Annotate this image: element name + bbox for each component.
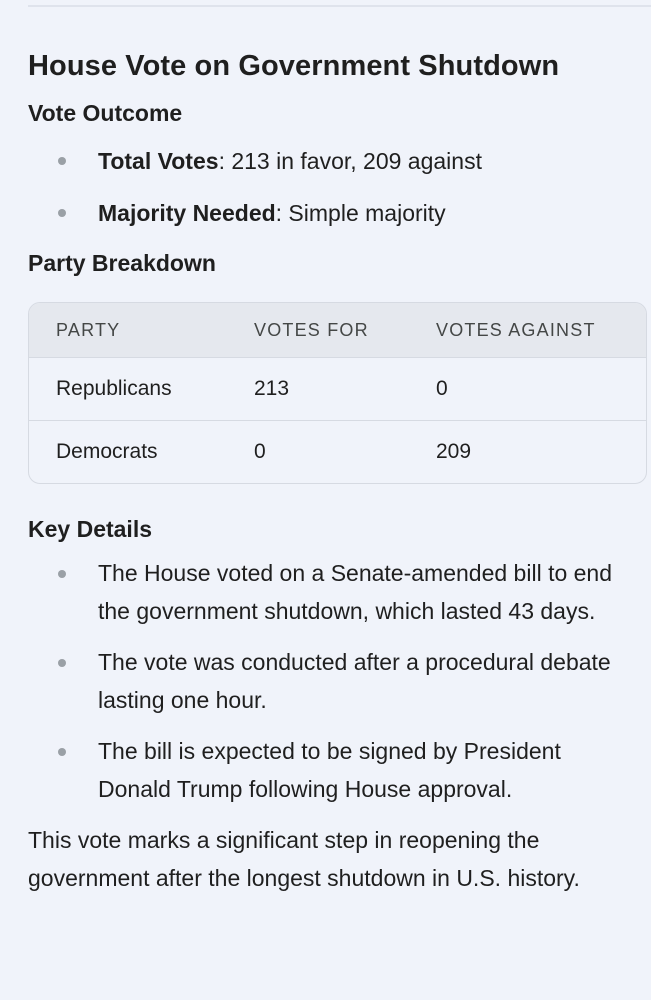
vote-outcome-heading: Vote Outcome bbox=[28, 100, 183, 126]
list-item bbox=[28, 643, 638, 719]
table-row bbox=[29, 358, 646, 421]
list-item-text: The vote was conducted after a procedural debate lasting one hour. bbox=[98, 649, 611, 713]
list-item bbox=[28, 554, 638, 630]
party-cell: Democrats bbox=[29, 421, 254, 484]
party-cell: Republicans bbox=[29, 358, 254, 421]
list-item-text: : 213 in favor, 209 against bbox=[218, 148, 482, 174]
closing-paragraph: This vote marks a significant step in reopening the government after the longest shutdown in U.S. history. bbox=[28, 827, 580, 891]
page-title: House Vote on Government Shutdown bbox=[28, 50, 560, 82]
table-row bbox=[29, 421, 646, 484]
key-details-list bbox=[28, 554, 638, 808]
bullet-dot-icon bbox=[58, 659, 66, 667]
votes-against-cell: 209 bbox=[436, 421, 646, 484]
top-divider bbox=[28, 5, 651, 7]
votes-for-cell: 213 bbox=[254, 358, 436, 421]
list-item bbox=[28, 142, 638, 180]
list-item bbox=[28, 194, 638, 232]
list-item-label: Total Votes bbox=[98, 148, 219, 174]
column-header-party: PARTY bbox=[29, 303, 254, 358]
key-details-heading: Key Details bbox=[28, 516, 153, 542]
votes-against-cell: 0 bbox=[436, 358, 646, 421]
bullet-dot-icon bbox=[58, 748, 66, 756]
list-item-text: The bill is expected to be signed by President Donald Trump following House approval. bbox=[98, 738, 561, 802]
vote-outcome-list bbox=[28, 142, 638, 232]
bullet-dot-icon bbox=[58, 157, 66, 165]
bullet-dot-icon bbox=[58, 570, 66, 578]
party-breakdown-heading: Party Breakdown bbox=[28, 250, 216, 276]
bullet-dot-icon bbox=[58, 209, 66, 217]
list-item-label: Majority Needed bbox=[98, 200, 276, 226]
list-item bbox=[28, 732, 638, 808]
table-header-row bbox=[29, 303, 646, 358]
list-item-text: The House voted on a Senate-amended bill to end the government shutdown, which lasted 43 days. bbox=[98, 560, 613, 624]
votes-for-cell: 0 bbox=[254, 421, 436, 484]
list-item-text: : Simple majority bbox=[275, 200, 446, 226]
column-header-votes-for: VOTES FOR bbox=[254, 303, 436, 358]
party-breakdown-table bbox=[28, 302, 647, 484]
column-header-votes-against: VOTES AGAINST bbox=[436, 303, 646, 358]
response-content bbox=[28, 44, 638, 897]
